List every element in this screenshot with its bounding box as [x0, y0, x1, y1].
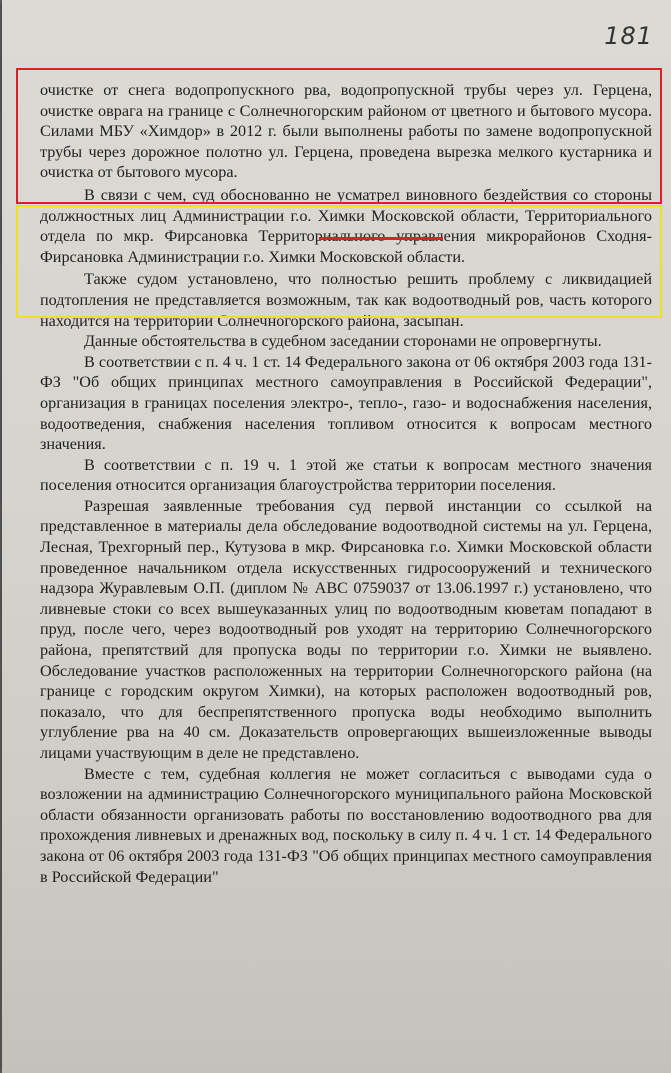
paragraph-court-ruling: Разрешая заявленные требования суд первой инстанции со ссылкой на представленное в материалы дела обследование водоотводной системы на ул. Герцена, Лесная, Трехгорный пер., Кутузова в мкр. Фирсановка г.о. Химки Московской области проведенное начальником отдела искусственных гидросооружений и технического надзора Журавлевым О.П. (диплом № АВС 0759037 от 13.06.1997 г.) установлено, что ливневые стоки со всех вышеуказанных улиц по водоотводным кюветам попадают в пруд, после чего, через водоотводный ров уходят на территорию Солнечногорского района, препятствий для пропуска воды по территории г.о. Химки не выявлено. Обследование участков расположенных на территории Солнечногорского района (на границе с городским округом Химки), на которых расположен водоотводный ров, показало, что для беспрепятственного пропуска воды необходимо выполнить углубление рва на 40 см. Доказательств опровергающих вышеизложенные выводы лицами участвующим в деле не представлено. — [40, 496, 652, 762]
red-highlight-box — [16, 68, 662, 204]
yellow-highlight-box — [16, 205, 662, 318]
red-underline-mark — [319, 237, 443, 240]
paragraph-finding: Также судом установлено, что полностью решить проблему с ликвидацией подтопления не представляется возможным, так как водоотводный ров, часть которого находится на территории Солнечногорского района, засыпан. — [40, 270, 652, 330]
page-number: 181 — [604, 22, 653, 50]
document-page — [2, 0, 671, 1073]
paragraph-conclusion: В связи с чем, суд обоснованно не усматрел виновного бездействия со стороны должностных лиц Администрации г.о. Химки Московской области, Территориального отдела по мкр. Фирсановка Территориального управления микрорайонов Сходня-Фирсановка Администрации г.о. Химки Московской области. — [40, 185, 652, 266]
paragraph-law-clause: В соответствии с п. 19 ч. 1 этой же статьи к вопросам местного значения поселения относится организация благоустройства территории поселения. — [40, 455, 652, 495]
paragraph-continuation: очистке от снега водопропускного рва, водопропускной трубы через ул. Герцена, очистке оврага на границе с Солнечногорским районом от цветного и бытового мусора. Силами МБУ «Химдор» в 2012 г. были выполнены работы по замене водопропускной трубы через дорожное полотно ул. Герцена, проведена вырезка мелкого кустарника и очистка от бытового мусора. — [40, 81, 652, 182]
paragraph-circumstances: Данные обстоятельства в судебном заседании сторонами не опровергнуты. — [84, 332, 602, 351]
paragraph-collegium: Вместе с тем, судебная коллегия не может согласиться с выводами суда о возложении на администрацию Солнечногорского муниципального района Московской области обязанности организовать работы по восстановлению водоотводного рва для прохождения ливневых и дренажных вод, поскольку в силу п. 4 ч. 1 ст. 14 Федерального закона от 06 октября 2003 года 131-ФЗ "Об общих принципах местного самоуправления в Российской Федерации" — [40, 764, 652, 886]
paragraph-law-reference: В соответствии с п. 4 ч. 1 ст. 14 Федерального закона от 06 октября 2003 года 131-ФЗ "Об общих принципах местного самоуправления в Российской Федерации", организация в границах поселения электро-, тепло-, газо- и водоснабжения населения, водоотведения, снабжения населения топливом относится к вопросам местного значения. — [40, 352, 652, 454]
